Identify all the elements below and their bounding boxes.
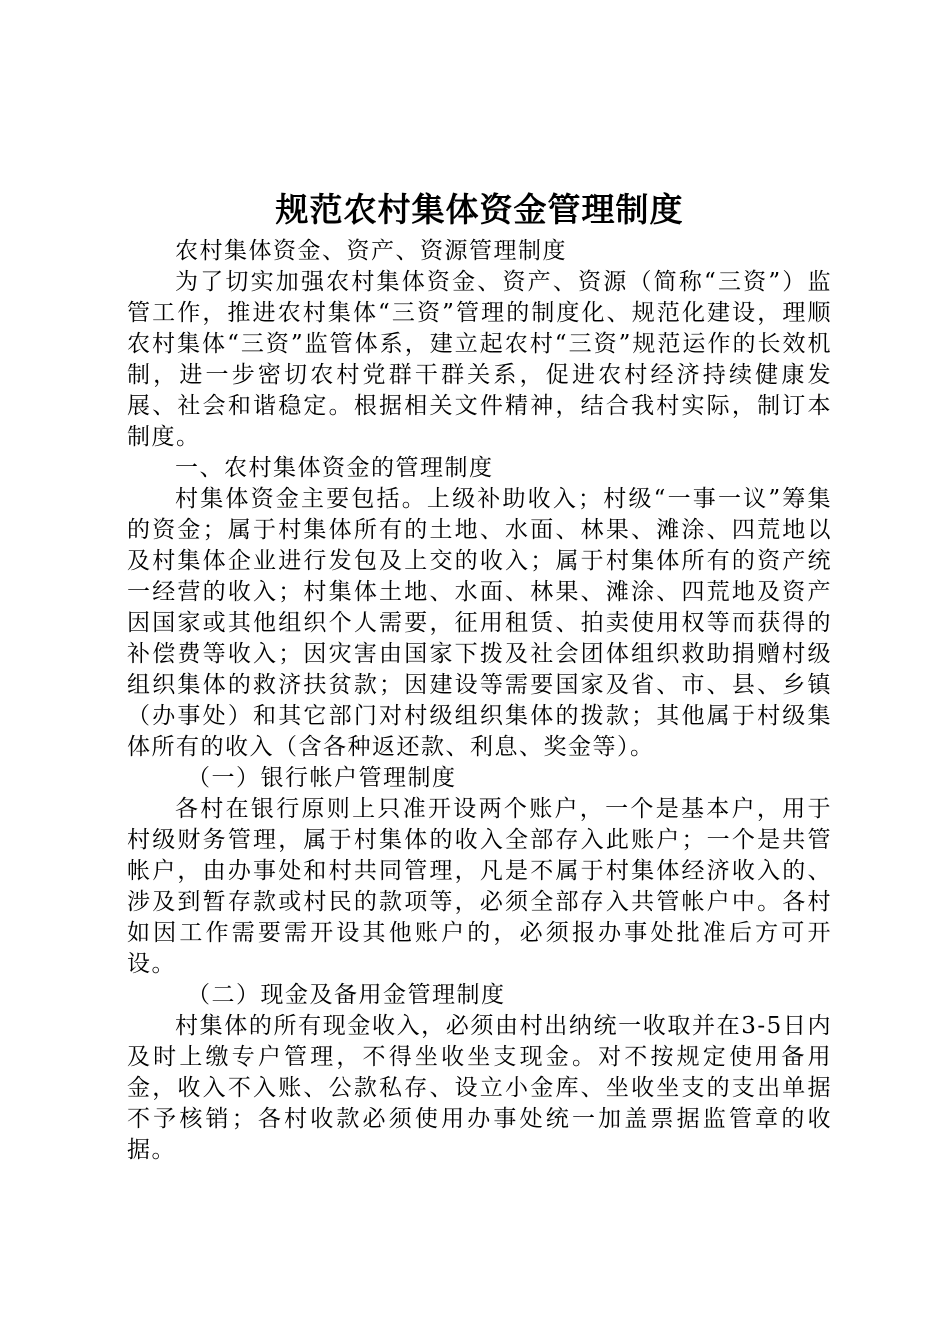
cash-paragraph: 村集体的所有现金收入，必须由村出纳统一收取并在3-5日内及时上缴专户管理，不得坐收坐支现金。对不按规定使用备用金，收入不入账、公款私存、设立小金库、坐收坐支的支出单据不予核销；各村收款必须使用办事处统一加盖票据监管章的收据。 — [127, 1013, 832, 1163]
funds-scope-paragraph: 村集体资金主要包括。上级补助收入；村级“一事一议”筹集的资金；属于村集体所有的土地、水面、林果、滩涂、四荒地以及村集体企业进行发包及上交的收入；属于村集体所有的资产统一经营的收入；村集体土地、水面、林果、滩涂、四荒地及资产因国家或其他组织个人需要，征用租赁、拍卖使用权等而获得的补偿费等收入；因灾害由国家下拨及社会团体组织救助捐赠村级组织集体的救济扶贫款；因建设等需要国家及省、市、县、乡镇（办事处）和其它部门对村级组织集体的拨款；其他属于村级集体所有的收入（含各种返还款、利息、奖金等）。 — [127, 486, 832, 760]
section-heading-1: 一、农村集体资金的管理制度 — [175, 455, 494, 481]
document-title: 规范农村集体资金管理制度 — [275, 190, 684, 229]
subsection-heading-cash: （二）现金及备用金管理制度 — [187, 982, 506, 1008]
intro-paragraph: 为了切实加强农村集体资金、资产、资源（简称“三资”）监管工作，推进农村集体“三资”管理的制度化、规范化建设，理顺农村集体“三资”监管体系，建立起农村“三资”规范运作的长效机制，进一步密切农村党群干群关系，促进农村经济持续健康发展、社会和谐稳定。根据相关文件精神，结合我村实际，制订本制度。 — [127, 269, 832, 450]
bank-account-paragraph: 各村在银行原则上只准开设两个账户，一个是基本户，用于村级财务管理，属于村集体的收入全部存入此账户；一个是共管帐户，由办事处和村共同管理，凡是不属于村集体经济收入的、涉及到暂存款或村民的款项等，必须全部存入共管帐户中。各村如因工作需要需开设其他账户的，必须报办事处批准后方可开设。 — [127, 796, 832, 977]
document-body — [127, 188, 832, 1166]
subsection-heading-bank-account: （一）银行帐户管理制度 — [187, 765, 457, 791]
subtitle-paragraph: 农村集体资金、资产、资源管理制度 — [175, 238, 567, 264]
